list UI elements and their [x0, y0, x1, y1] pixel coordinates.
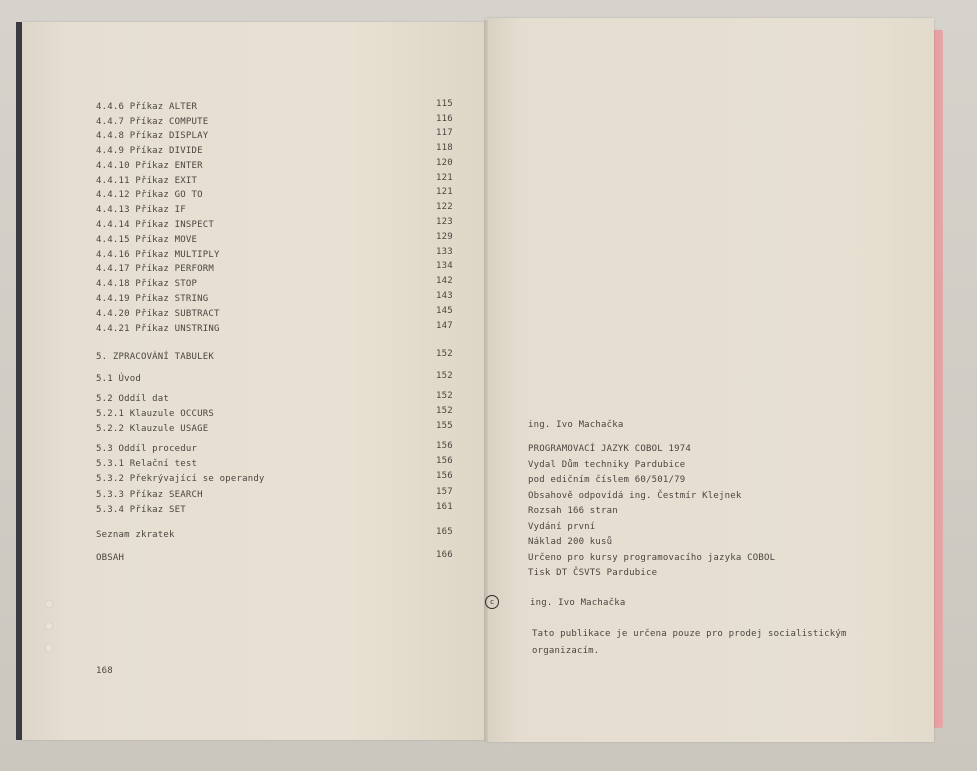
- toc-entry-label: 4.4.12 Příkaz GO TO: [96, 190, 203, 200]
- toc-entry-page: 118: [436, 143, 453, 153]
- toc-entry-page: 152: [436, 349, 453, 359]
- toc-entry-label: 5.3 Oddíl procedur: [96, 444, 198, 454]
- toc-entry-page: 121: [436, 173, 453, 183]
- toc-entry-page: 120: [436, 158, 453, 168]
- colophon-line: Vydání první: [528, 521, 596, 532]
- left-page: [22, 22, 488, 740]
- toc-entry-label: 5. ZPRACOVÁNÍ TABULEK: [96, 352, 214, 362]
- toc-entry-label: 4.4.21 Příkaz UNSTRING: [96, 324, 220, 334]
- toc-entry-label: 4.4.9 Příkaz DIVIDE: [96, 146, 203, 156]
- toc-entry-page: 147: [436, 321, 453, 331]
- book-spine: [484, 20, 488, 742]
- punch-hole: [45, 644, 53, 652]
- colophon-line: pod edičním číslem 60/501/79: [528, 475, 686, 485]
- toc-entry-page: 157: [436, 487, 453, 497]
- toc-entry-page: 121: [436, 187, 453, 197]
- toc-entry-page: 129: [436, 232, 453, 242]
- punch-hole: [45, 600, 53, 608]
- toc-entry-label: 4.4.10 Příkaz ENTER: [96, 161, 203, 171]
- notice-line: organizacím.: [532, 646, 600, 656]
- toc-entry-page: 166: [436, 550, 453, 560]
- toc-entry-page: 156: [436, 441, 453, 451]
- toc-entry-page: 156: [436, 471, 453, 481]
- toc-entry-label: 4.4.19 Příkaz STRING: [96, 294, 209, 304]
- toc-entry-label: 4.4.11 Příkaz EXIT: [96, 176, 198, 186]
- colophon-line: PROGRAMOVACÍ JAZYK COBOL 1974: [528, 444, 691, 454]
- toc-entry-page: 122: [436, 202, 453, 212]
- toc-entry-page: 145: [436, 306, 453, 316]
- toc-entry-page: 152: [436, 371, 453, 381]
- toc-entry-page: 161: [436, 502, 453, 512]
- toc-entry-label: Seznam zkratek: [96, 530, 175, 540]
- colophon-line: Vydal Dům techniky Pardubice: [528, 459, 686, 470]
- toc-entry-label: 5.3.2 Překrývající se operandy: [96, 474, 265, 484]
- colophon-line: Obsahově odpovídá ing. Čestmír Klejnek: [528, 490, 742, 501]
- page-number: 168: [96, 666, 113, 676]
- toc-entry-page: 115: [436, 99, 453, 109]
- copyright-icon: [485, 595, 499, 609]
- toc-entry-label: 5.3.4 Příkaz SET: [96, 505, 186, 515]
- toc-entry-label: 4.4.13 Příkaz IF: [96, 205, 186, 215]
- toc-entry-label: 4.4.18 Příkaz STOP: [96, 279, 198, 289]
- toc-entry-page: 133: [436, 247, 453, 257]
- toc-entry-label: 4.4.6 Příkaz ALTER: [96, 102, 198, 112]
- colophon-line: Tisk DT ČSVTS Pardubice: [528, 568, 658, 578]
- author-name: ing. Ivo Machačka: [528, 420, 624, 430]
- punch-hole: [45, 622, 53, 630]
- toc-entry-page: 142: [436, 276, 453, 286]
- toc-entry-label: 5.1 Úvod: [96, 374, 141, 384]
- toc-entry-page: 143: [436, 291, 453, 301]
- colophon-line: Určeno pro kursy programovacího jazyka COBOL: [528, 552, 776, 563]
- toc-entry-label: 4.4.17 Příkaz PERFORM: [96, 264, 214, 274]
- toc-entry-label: 4.4.7 Příkaz COMPUTE: [96, 117, 209, 127]
- toc-entry-label: 5.2.2 Klauzule USAGE: [96, 424, 209, 434]
- toc-entry-page: 123: [436, 217, 453, 227]
- toc-entry-page: 134: [436, 261, 453, 271]
- toc-entry-label: 4.4.15 Příkaz MOVE: [96, 235, 198, 245]
- colophon-line: Rozsah 166 stran: [528, 506, 618, 516]
- toc-entry-page: 152: [436, 406, 453, 416]
- toc-entry-label: 5.2.1 Klauzule OCCURS: [96, 409, 214, 419]
- copyright-holder: ing. Ivo Machačka: [530, 598, 626, 608]
- toc-entry-label: 4.4.14 Příkaz INSPECT: [96, 220, 214, 230]
- colophon-line: Náklad 200 kusů: [528, 537, 613, 547]
- toc-entry-label: 4.4.16 Příkaz MULTIPLY: [96, 250, 220, 260]
- toc-entry-label: 5.3.1 Relační test: [96, 459, 198, 469]
- notice-line: Tato publikace je určena pouze pro prodej socialistickým: [532, 629, 847, 639]
- toc-entry-page: 116: [436, 114, 453, 124]
- toc-entry-page: 155: [436, 421, 453, 431]
- toc-entry-page: 152: [436, 391, 453, 401]
- toc-entry-page: 156: [436, 456, 453, 466]
- copyright-symbol: c: [489, 598, 495, 606]
- toc-entry-label: 5.3.3 Příkaz SEARCH: [96, 490, 203, 500]
- toc-entry-label: 5.2 Oddíl dat: [96, 394, 170, 404]
- toc-entry-page: 165: [436, 527, 453, 537]
- toc-entry-label: 4.4.8 Příkaz DISPLAY: [96, 131, 209, 141]
- toc-entry-label: 4.4.20 Příkaz SUBTRACT: [96, 309, 220, 319]
- toc-entry-label: OBSAH: [96, 553, 125, 563]
- toc-entry-page: 117: [436, 128, 453, 138]
